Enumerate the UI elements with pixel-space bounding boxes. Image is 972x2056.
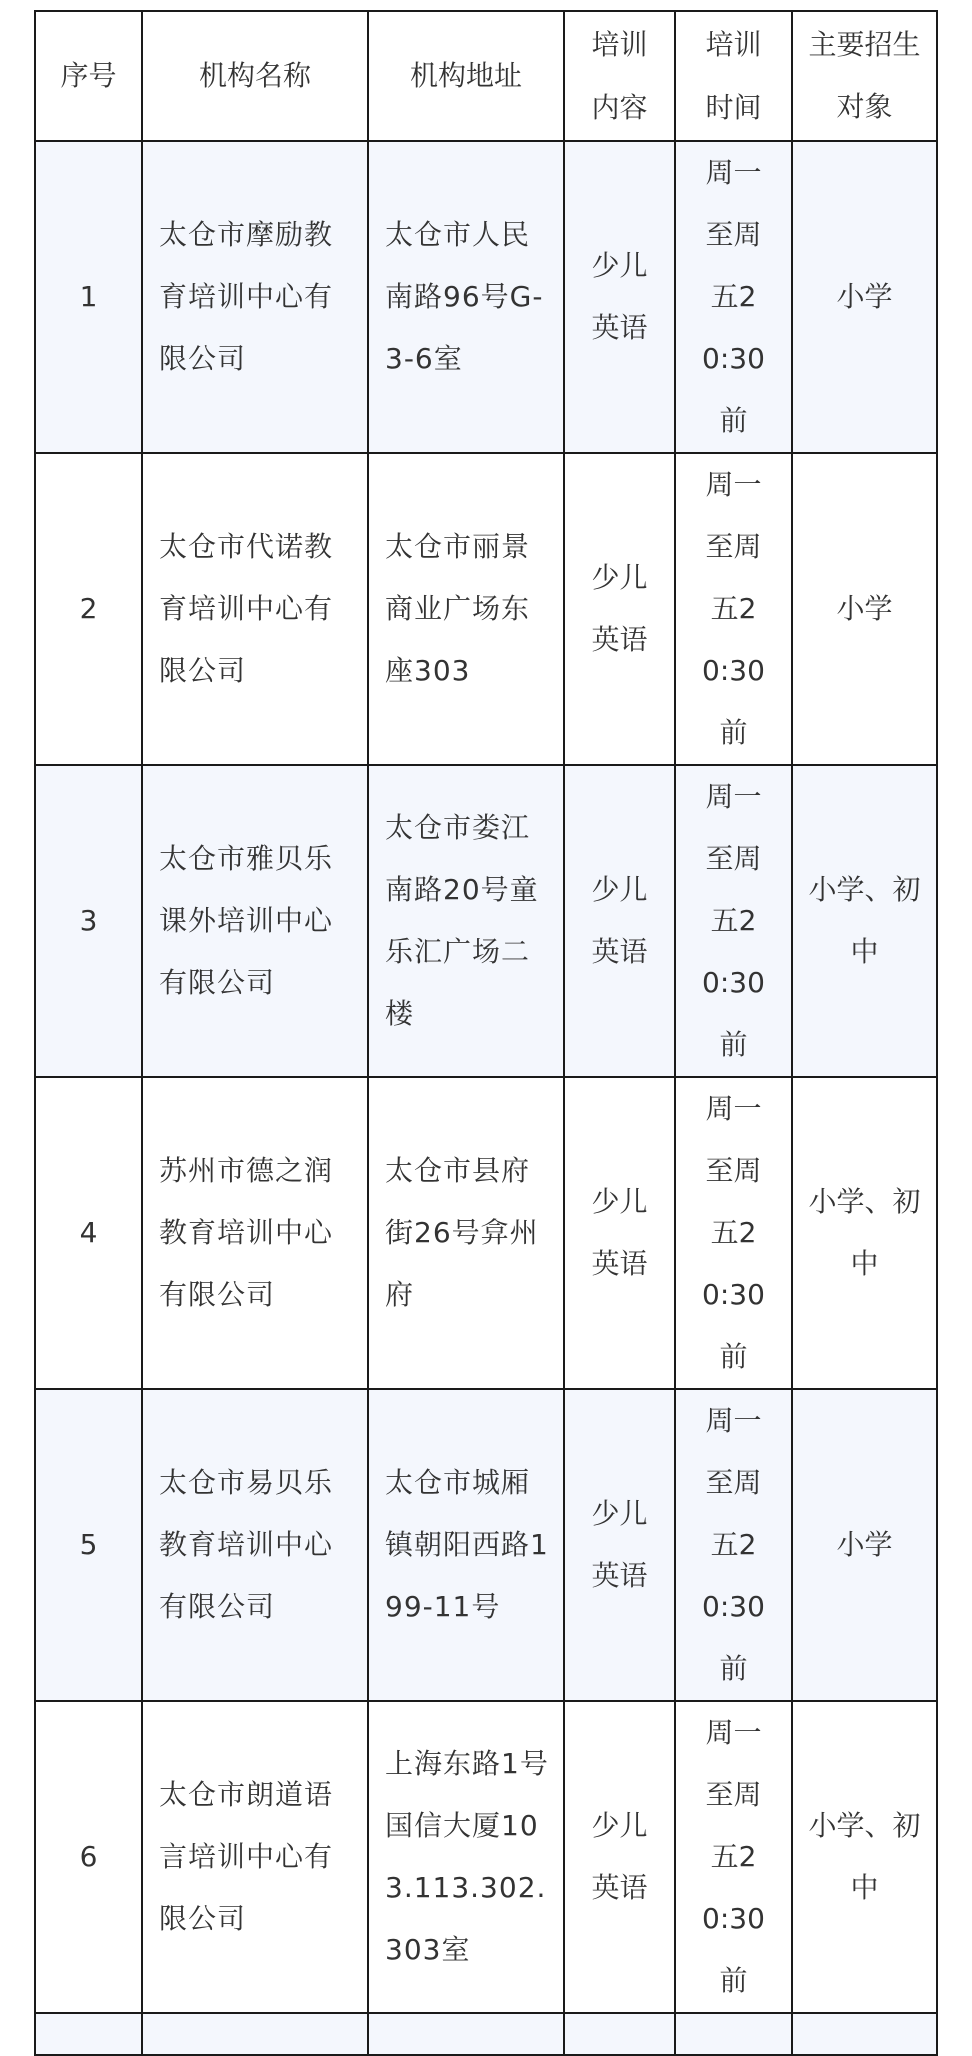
table-row — [35, 1701, 937, 2013]
cell-address: 太仓市县府街26号弇州府 — [368, 1077, 564, 1389]
cell-name: 苏州市德之润教育培训中心有限公司 — [142, 1077, 368, 1389]
cell-content: 少儿英语 — [564, 765, 675, 1077]
cell-target: 小学、初中 — [792, 1701, 937, 2013]
cell-time: 周一至周五20:30前 — [675, 453, 792, 765]
cell-no: 5 — [35, 1389, 142, 1701]
cell-address: 太仓市丽景商业广场东座303 — [368, 453, 564, 765]
cell-name: 太仓市易贝乐教育培训中心有限公司 — [142, 1389, 368, 1701]
header-no: 序号 — [35, 11, 142, 141]
header-time: 培训时间 — [675, 11, 792, 141]
table-row — [35, 765, 937, 1077]
cell-target: 小学、初中 — [792, 1077, 937, 1389]
cell-content: 少儿英语 — [564, 1077, 675, 1389]
cell-empty — [35, 2013, 142, 2055]
cell-content: 少儿英语 — [564, 453, 675, 765]
table-row — [35, 1389, 937, 1701]
cell-address: 上海东路1号国信大厦103.113.302.303室 — [368, 1701, 564, 2013]
header-address: 机构地址 — [368, 11, 564, 141]
cell-empty — [675, 2013, 792, 2055]
cell-time: 周一至周五20:30前 — [675, 1701, 792, 2013]
cell-no: 2 — [35, 453, 142, 765]
cell-no: 4 — [35, 1077, 142, 1389]
cell-address: 太仓市城厢镇朝阳西路199-11号 — [368, 1389, 564, 1701]
cell-name: 太仓市代诺教育培训中心有限公司 — [142, 453, 368, 765]
table-row — [35, 453, 937, 765]
cell-no: 3 — [35, 765, 142, 1077]
cell-target: 小学 — [792, 453, 937, 765]
cell-content: 少儿英语 — [564, 141, 675, 453]
cell-address: 太仓市娄江南路20号童乐汇广场二楼 — [368, 765, 564, 1077]
institution-table-container — [34, 10, 936, 2056]
cell-empty — [368, 2013, 564, 2055]
institution-table — [34, 10, 938, 2056]
table-row — [35, 1077, 937, 1389]
cell-time: 周一至周五20:30前 — [675, 1077, 792, 1389]
table-row — [35, 141, 937, 453]
cell-target: 小学 — [792, 141, 937, 453]
table-row-partial — [35, 2013, 937, 2055]
header-content: 培训内容 — [564, 11, 675, 141]
cell-time: 周一至周五20:30前 — [675, 141, 792, 453]
cell-time: 周一至周五20:30前 — [675, 1389, 792, 1701]
header-name: 机构名称 — [142, 11, 368, 141]
table-header-row — [35, 11, 937, 141]
cell-empty — [792, 2013, 937, 2055]
cell-target: 小学、初中 — [792, 765, 937, 1077]
cell-name: 太仓市朗道语言培训中心有限公司 — [142, 1701, 368, 2013]
cell-empty — [564, 2013, 675, 2055]
cell-address: 太仓市人民南路96号G-3-6室 — [368, 141, 564, 453]
cell-name: 太仓市摩励教育培训中心有限公司 — [142, 141, 368, 453]
cell-time: 周一至周五20:30前 — [675, 765, 792, 1077]
header-target: 主要招生对象 — [792, 11, 937, 141]
cell-name: 太仓市雅贝乐课外培训中心有限公司 — [142, 765, 368, 1077]
cell-content: 少儿英语 — [564, 1389, 675, 1701]
cell-empty — [142, 2013, 368, 2055]
cell-no: 1 — [35, 141, 142, 453]
cell-no: 6 — [35, 1701, 142, 2013]
cell-target: 小学 — [792, 1389, 937, 1701]
cell-content: 少儿英语 — [564, 1701, 675, 2013]
